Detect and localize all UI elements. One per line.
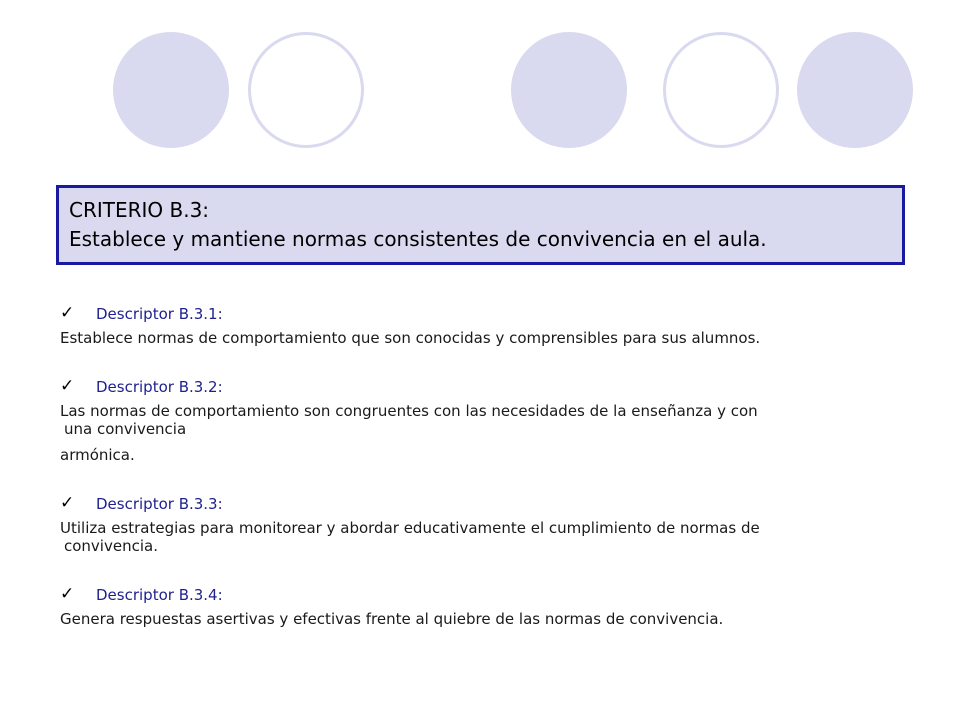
check-icon: ✓ [60, 303, 75, 323]
descriptor-heading: Descriptor B.3.2: [96, 378, 223, 396]
criterio-title: CRITERIO B.3: [69, 198, 210, 222]
decorative-circle-outline [248, 32, 364, 148]
descriptor-heading: Descriptor B.3.1: [96, 305, 223, 323]
descriptor-item [60, 377, 910, 464]
descriptor-text: Utiliza estrategias para monitorear y abordar educativamente el cumplimiento de normas de [60, 519, 760, 537]
descriptor-item [60, 585, 910, 628]
descriptor-text-continued: convivencia. [64, 537, 158, 555]
descriptor-text-continued: armónica. [60, 446, 135, 464]
check-icon: ✓ [60, 584, 75, 604]
descriptor-list [60, 300, 910, 628]
descriptor-heading: Descriptor B.3.3: [96, 495, 223, 513]
descriptor-item [60, 304, 910, 347]
decorative-circle-filled [113, 32, 229, 148]
criterio-title-box [56, 185, 905, 265]
descriptor-text-continued: una convivencia [64, 420, 187, 438]
decorative-circle-filled [511, 32, 627, 148]
descriptor-heading: Descriptor B.3.4: [96, 586, 223, 604]
decorative-circle-outline [663, 32, 779, 148]
check-icon: ✓ [60, 493, 75, 513]
decorative-circle-filled [797, 32, 913, 148]
criterio-subtitle: Establece y mantiene normas consistentes de convivencia en el aula. [69, 227, 767, 251]
descriptor-text: Genera respuestas asertivas y efectivas frente al quiebre de las normas de convivencia. [60, 610, 724, 628]
descriptor-text: Establece normas de comportamiento que son conocidas y comprensibles para sus alumnos. [60, 329, 761, 347]
descriptor-item [60, 494, 910, 555]
check-icon: ✓ [60, 376, 75, 396]
descriptor-text: Las normas de comportamiento son congruentes con las necesidades de la enseñanza y con [60, 402, 758, 420]
